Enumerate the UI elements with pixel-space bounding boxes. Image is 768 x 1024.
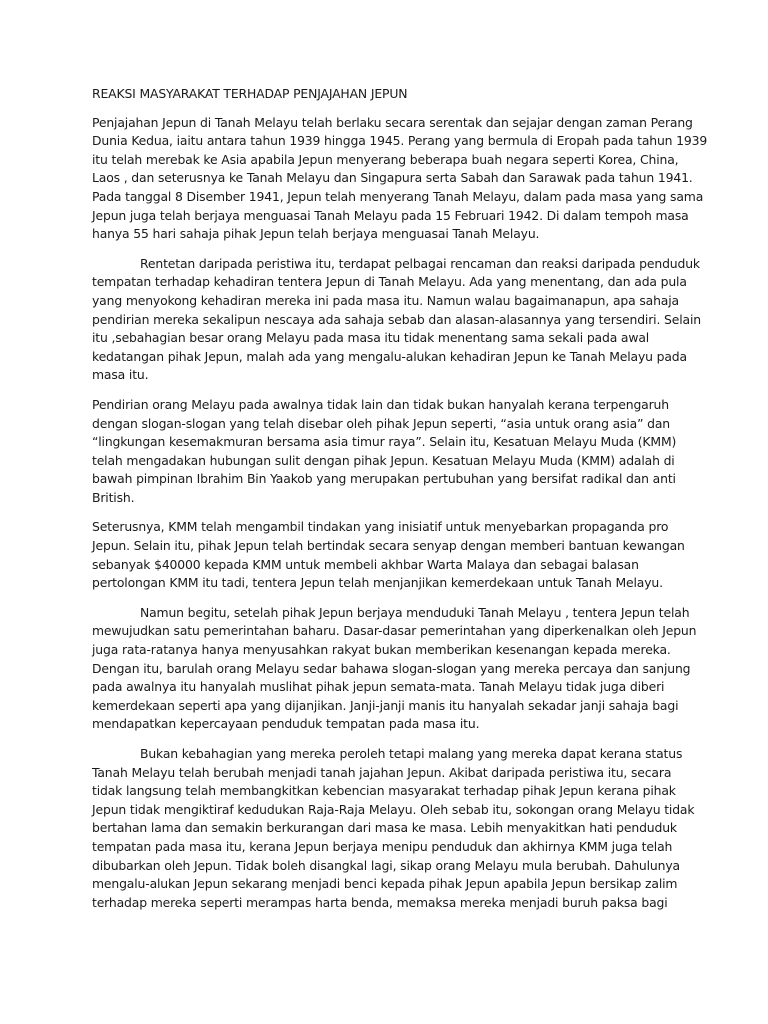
paragraph-line: hanya 55 hari sahaja pihak Jepun telah berjaya menguasai Tanah Melayu. [92, 226, 540, 242]
paragraph-line: yang menyokong kehadiran mereka ini pada masa itu. Namun walau bagaimanapun, apa sahaja [92, 292, 679, 308]
paragraph-line: “lingkungan kesemakmuran bersama asia timur raya”. Selain itu, Kesatuan Melayu Muda (KMM) [92, 434, 677, 450]
document-title: REAKSI MASYARAKAT TERHADAP PENJAJAHAN JEPUN [92, 86, 408, 101]
paragraph-line: Seterusnya, KMM telah mengambil tindakan yang inisiatif untuk menyebarkan propaganda pro [92, 519, 669, 535]
paragraph-line: tempatan terhadap kehadiran tentera Jepun di Tanah Melayu. Ada yang menentang, dan ada pula [92, 274, 687, 290]
paragraph-line: kedatangan pihak Jepun, malah ada yang mengalu-alukan kehadiran Jepun ke Tanah Melayu pada [92, 348, 687, 364]
paragraph-line: Bukan kebahagian yang mereka peroleh tetapi malang yang mereka dapat kerana status [140, 746, 683, 761]
paragraph-line: pendirian mereka sekalipun nescaya ada sahaja sebab dan alasan-alasannya yang tersendiri. Selain [92, 311, 701, 327]
paragraph-line: Jepun tidak mengiktiraf kedudukan Raja-Raja Melayu. Oleh sebab itu, sokongan orang Melayu tidak [92, 801, 695, 817]
paragraph-line: Dunia Kedua, iaitu antara tahun 1939 hingga 1945. Perang yang bermula di Eropah pada tahun 1939 [92, 133, 708, 149]
paragraph-line: dengan slogan-slogan yang telah disebar oleh pihak Jepun seperti, “asia untuk orang asia” dan [92, 415, 670, 431]
paragraph-line: dibubarkan oleh Jepun. Tidak boleh disangkal lagi, sikap orang Melayu mula berubah. Dahulunya [92, 857, 680, 873]
paragraph-line: mendapatkan kepercayaan penduduk tempatan pada masa itu. [92, 716, 480, 732]
paragraph-line: mengalu-alukan Jepun sekarang menjadi benci kepada pihak Jepun apabila Jepun bersikap zalim [92, 876, 678, 892]
paragraph-line: pada awalnya itu hanyalah muslihat pihak jepun semata-mata. Tanah Melayu tidak juga diberi [92, 679, 665, 695]
paragraph-line: Pendirian orang Melayu pada awalnya tidak lain dan tidak bukan hanyalah kerana terpengaruh [92, 396, 669, 412]
paragraph-line: sebanyak $40000 kepada KMM untuk membeli akhbar Warta Malaya dan sebagai balasan [92, 556, 639, 572]
paragraph-1 [92, 114, 708, 244]
paragraph-6 [92, 745, 698, 912]
paragraph-line: Rentetan daripada peristiwa itu, terdapat pelbagai rencaman dan reaksi daripada penduduk [140, 255, 700, 271]
paragraph-line: itu telah merebak ke Asia apabila Jepun menyerang beberapa buah negara seperti Korea, China, [92, 151, 679, 167]
paragraph-line: bawah pimpinan Ibrahim Bin Yaakob yang merupakan pertubuhan yang bersifat radikal dan anti [92, 471, 676, 487]
document-body [92, 114, 708, 913]
paragraph-3 [92, 396, 698, 508]
paragraph-line: itu ,sebahagian besar orang Melayu pada masa itu tidak menentang sama sekali pada awal [92, 330, 650, 346]
paragraph-line: pertolongan KMM itu tadi, tentera Jepun telah menjanjikan kemerdekaan untuk Tanah Melayu. [92, 575, 663, 591]
paragraph-line: bertahan lama dan semakin berkurangan dari masa ke masa. Lebih menyakitkan hati penduduk [92, 820, 677, 836]
paragraph-line: terhadap mereka seperti merampas harta benda, memaksa mereka menjadi buruh paksa bagi [92, 894, 668, 910]
paragraph-line: juga rata-ratanya hanya menyusahkan rakyat bukan memberikan kesenangan kepada mereka. [92, 642, 671, 658]
paragraph-line: tempatan pada masa itu, kerana Jepun berjaya menipu penduduk dan akhirnya KMM juga telah [92, 838, 673, 854]
paragraph-line: Tanah Melayu telah berubah menjadi tanah jajahan Jepun. Akibat daripada peristiwa itu, secara [92, 764, 672, 780]
paragraph-4 [92, 518, 698, 592]
paragraph-line: kemerdekaan seperti apa yang dijanjikan. Janji-janji manis itu hanyalah sekadar janji sahaja bagi [92, 697, 679, 713]
paragraph-line: Dengan itu, barulah orang Melayu sedar bahawa slogan-slogan yang mereka percaya dan sanjung [92, 660, 691, 676]
paragraph-line: tidak langsung telah membangkitkan kebencian masyarakat terhadap pihak Jepun kerana pihak [92, 783, 676, 799]
paragraph-line: Laos , dan seterusnya ke Tanah Melayu dan Singapura serta Sabah dan Sarawak pada tahun 1941. [92, 170, 693, 186]
paragraph-line: Jepun. Selain itu, pihak Jepun telah bertindak secara senyap dengan memberi bantuan kewangan [92, 538, 685, 554]
paragraph-line: Penjajahan Jepun di Tanah Melayu telah berlaku secara serentak dan sejajar dengan zaman Perang [92, 114, 693, 130]
paragraph-line: telah mengadakan hubungan sulit dengan pihak Jepun. Kesatuan Melayu Muda (KMM) adalah di [92, 452, 675, 468]
paragraph-line: Jepun juga telah berjaya menguasai Tanah Melayu pada 15 Februari 1942. Di dalam tempoh masa [92, 207, 689, 223]
paragraph-line: mewujudkan satu pemerintahan baharu. Dasar-dasar pemerintahan yang diperkenalkan oleh Jepun [92, 623, 697, 639]
paragraph-2 [92, 255, 701, 385]
paragraph-line: masa itu. [92, 367, 149, 383]
paragraph-line: Pada tanggal 8 Disember 1941, Jepun telah menyerang Tanah Melayu, dalam pada masa yang sama [92, 188, 704, 204]
paragraph-line: British. [92, 489, 135, 505]
paragraph-5 [92, 604, 698, 734]
paragraph-line: Namun begitu, setelah pihak Jepun berjaya menduduki Tanah Melayu , tentera Jepun telah [140, 604, 690, 620]
